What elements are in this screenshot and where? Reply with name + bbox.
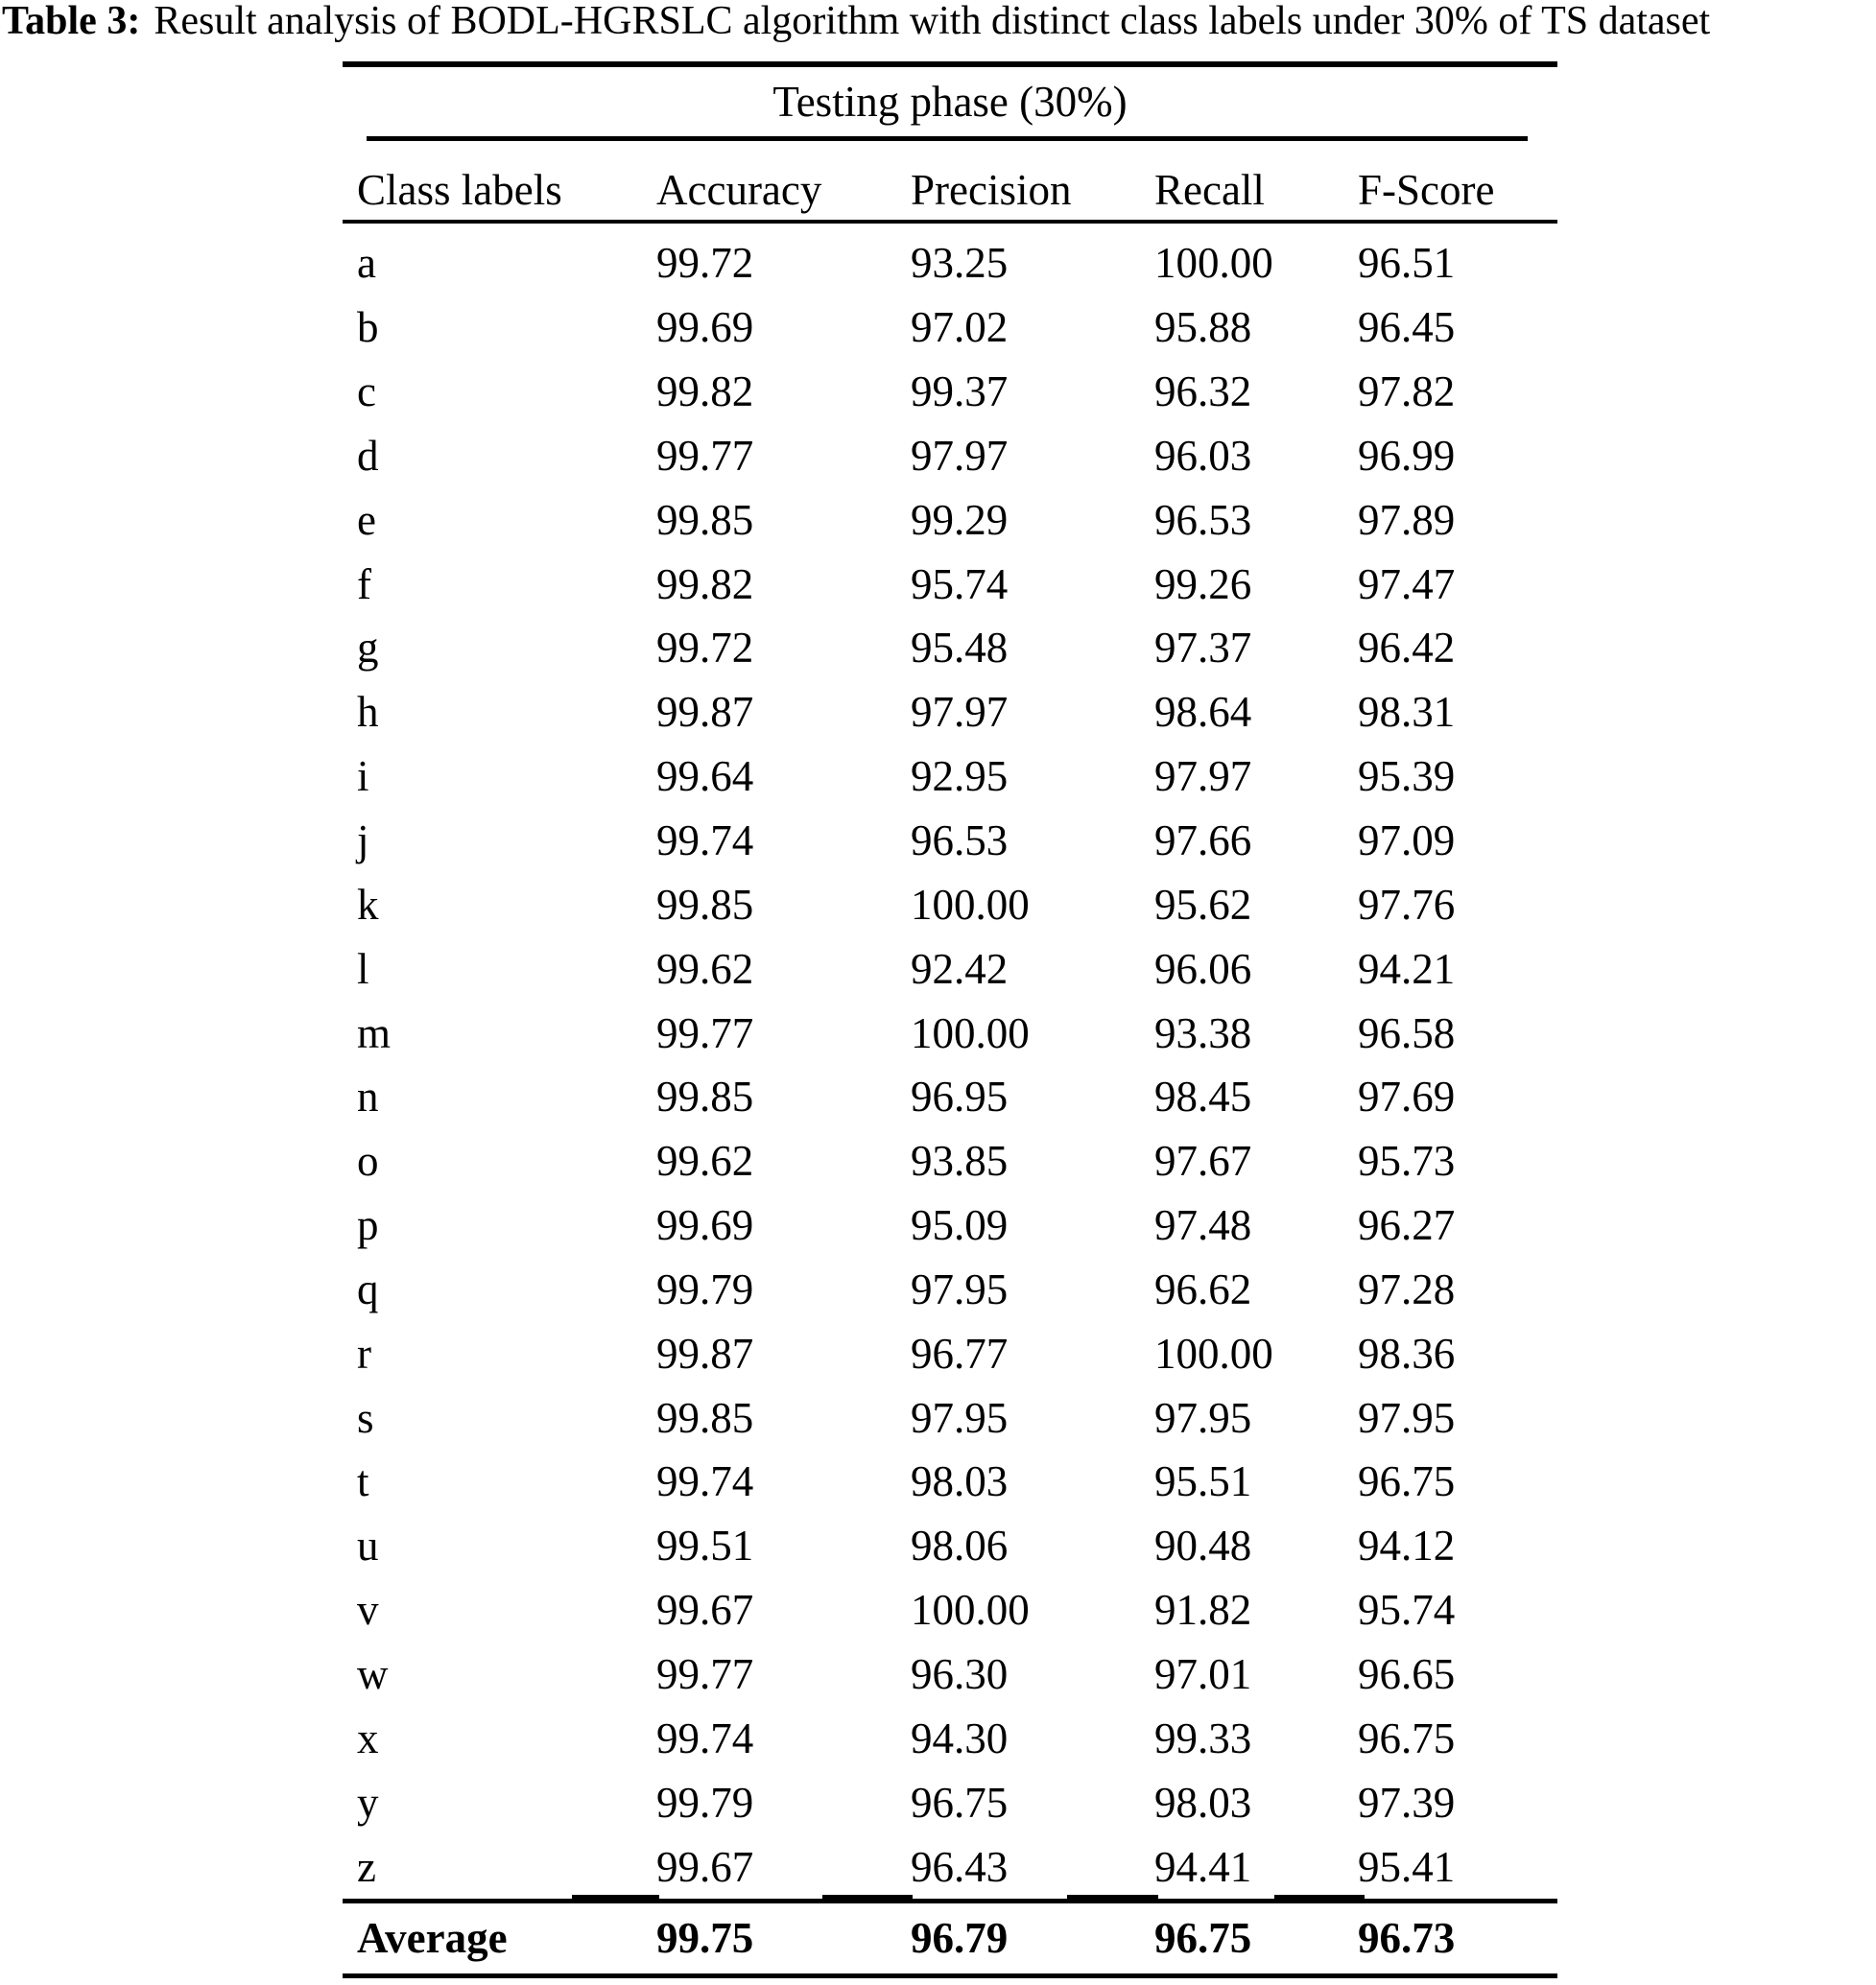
cell-precision: 96.30 <box>911 1649 1009 1698</box>
cell-recall: 95.51 <box>1154 1457 1252 1506</box>
cell-precision: 99.37 <box>911 367 1009 416</box>
cell-f-score: 96.45 <box>1358 303 1456 352</box>
cell-recall: 96.03 <box>1154 431 1252 480</box>
table-row <box>343 1065 1557 1129</box>
cell-precision: 96.77 <box>911 1329 1009 1378</box>
cell-class-label: y <box>357 1778 379 1827</box>
cell-recall: 96.53 <box>1154 495 1252 544</box>
column-header-row <box>343 160 1557 220</box>
table-row <box>343 295 1557 360</box>
cell-f-score: 97.47 <box>1358 559 1456 608</box>
cell-class-label: c <box>357 367 376 416</box>
cell-class-label: w <box>357 1649 389 1698</box>
cell-accuracy: 99.85 <box>656 495 754 544</box>
table-row <box>343 1642 1557 1707</box>
cell-accuracy: 99.62 <box>656 944 754 993</box>
cell-class-label: v <box>357 1586 379 1635</box>
cell-f-score: 98.31 <box>1358 688 1456 737</box>
cell-class-label: z <box>357 1842 376 1891</box>
cell-recall: 95.88 <box>1154 303 1252 352</box>
cell-precision: 97.95 <box>911 1264 1009 1313</box>
cell-class-label: e <box>357 495 376 544</box>
rule-segment <box>1067 1895 1158 1900</box>
cell-precision: 95.74 <box>911 559 1009 608</box>
table-row <box>343 1321 1557 1385</box>
cell-accuracy: 99.69 <box>656 303 754 352</box>
cell-precision: 100.00 <box>911 880 1030 929</box>
table-row <box>343 1129 1557 1193</box>
cell-accuracy: 99.67 <box>656 1842 754 1891</box>
cell-accuracy: 99.72 <box>656 624 754 673</box>
cell-accuracy: 99.74 <box>656 1457 754 1506</box>
cell-class-label: r <box>357 1329 371 1378</box>
cell-precision: 97.97 <box>911 688 1009 737</box>
cell-class-label: s <box>357 1393 374 1442</box>
cell-class-label: d <box>357 431 379 480</box>
cell-recall: 97.97 <box>1154 752 1252 801</box>
cell-class-label: g <box>357 624 379 673</box>
cell-f-score: 97.95 <box>1358 1393 1456 1442</box>
cell-recall: 96.62 <box>1154 1264 1252 1313</box>
column-header-accuracy: Accuracy <box>656 166 822 214</box>
cell-accuracy: 99.74 <box>656 816 754 865</box>
cell-f-score: 96.65 <box>1358 1649 1456 1698</box>
cell-f-score: 98.36 <box>1358 1329 1456 1378</box>
cell-recall: 97.67 <box>1154 1137 1252 1186</box>
table-row <box>343 487 1557 552</box>
cell-accuracy: 99.77 <box>656 431 754 480</box>
table-row <box>343 1578 1557 1642</box>
cell-f-score: 97.09 <box>1358 816 1456 865</box>
cell-precision: 94.30 <box>911 1713 1009 1762</box>
cell-recall: 91.82 <box>1154 1586 1252 1635</box>
table-row <box>343 936 1557 1001</box>
rule-segment <box>572 1895 659 1900</box>
cell-recall: 95.62 <box>1154 880 1252 929</box>
cell-f-score: 97.39 <box>1358 1778 1456 1827</box>
cell-precision: 97.97 <box>911 431 1009 480</box>
cell-precision: 92.42 <box>911 944 1009 993</box>
caption-number: Table 3: <box>2 0 141 43</box>
cell-f-score: 96.75 <box>1358 1713 1456 1762</box>
cell-f-score: 97.82 <box>1358 367 1456 416</box>
rule-segment <box>822 1895 913 1900</box>
results-table <box>343 0 1557 1985</box>
cell-recall: 97.66 <box>1154 816 1252 865</box>
cell-f-score: 96.51 <box>1358 239 1456 288</box>
table-row <box>343 231 1557 295</box>
cell-recall: 98.45 <box>1154 1073 1252 1122</box>
table-row <box>343 1193 1557 1258</box>
cell-precision: 97.95 <box>911 1393 1009 1442</box>
cell-f-score: 95.74 <box>1358 1586 1456 1635</box>
cell-recall: 98.03 <box>1154 1778 1252 1827</box>
cell-recall: 93.38 <box>1154 1008 1252 1057</box>
table-row <box>343 1258 1557 1322</box>
cell-accuracy: 99.67 <box>656 1586 754 1635</box>
cell-accuracy: 99.85 <box>656 880 754 929</box>
cell-class-label: q <box>357 1264 379 1313</box>
cell-accuracy: 99.82 <box>656 367 754 416</box>
cell-f-score: 96.58 <box>1358 1008 1456 1057</box>
cell-f-score: 95.39 <box>1358 752 1456 801</box>
cell-average-recall: 96.75 <box>1154 1914 1252 1962</box>
cell-accuracy: 99.85 <box>656 1393 754 1442</box>
cell-f-score: 94.21 <box>1358 944 1456 993</box>
cell-accuracy: 99.74 <box>656 1713 754 1762</box>
table-row <box>343 1001 1557 1065</box>
cell-recall: 100.00 <box>1154 1329 1273 1378</box>
cell-precision: 96.53 <box>911 816 1009 865</box>
cell-f-score: 97.28 <box>1358 1264 1456 1313</box>
cell-accuracy: 99.64 <box>656 752 754 801</box>
cell-precision: 100.00 <box>911 1586 1030 1635</box>
cell-class-label: l <box>357 944 369 993</box>
average-row <box>343 1902 1557 1973</box>
cell-accuracy: 99.87 <box>656 688 754 737</box>
cell-accuracy: 99.77 <box>656 1649 754 1698</box>
cell-recall: 96.06 <box>1154 944 1252 993</box>
table-row <box>343 424 1557 488</box>
cell-precision: 95.09 <box>911 1201 1009 1250</box>
cell-f-score: 96.99 <box>1358 431 1456 480</box>
cell-accuracy: 99.77 <box>656 1008 754 1057</box>
column-header-f-score: F-Score <box>1358 166 1495 214</box>
rule-segment <box>1274 1895 1365 1900</box>
cell-recall: 97.48 <box>1154 1201 1252 1250</box>
cell-recall: 99.33 <box>1154 1713 1252 1762</box>
header-rule <box>343 220 1557 224</box>
cell-precision: 98.03 <box>911 1457 1009 1506</box>
cell-recall: 94.41 <box>1154 1842 1252 1891</box>
cell-class-label: h <box>357 688 379 737</box>
table-row <box>343 680 1557 744</box>
table-row <box>343 1450 1557 1514</box>
table-top-rule <box>343 61 1557 67</box>
cell-f-score: 96.42 <box>1358 624 1456 673</box>
table-row <box>343 360 1557 424</box>
column-header-class-labels: Class labels <box>357 166 562 214</box>
cell-accuracy: 99.62 <box>656 1137 754 1186</box>
cell-precision: 96.95 <box>911 1073 1009 1122</box>
cell-average-precision: 96.79 <box>911 1914 1009 1962</box>
cell-precision: 95.48 <box>911 624 1009 673</box>
table-row <box>343 1770 1557 1834</box>
cell-precision: 93.85 <box>911 1137 1009 1186</box>
cell-recall: 97.37 <box>1154 624 1252 673</box>
table-row <box>343 1514 1557 1578</box>
cell-class-label: n <box>357 1073 379 1122</box>
cell-precision: 99.29 <box>911 495 1009 544</box>
cell-precision: 93.25 <box>911 239 1009 288</box>
cell-accuracy: 99.82 <box>656 559 754 608</box>
cell-f-score: 96.27 <box>1358 1201 1456 1250</box>
table-row <box>343 552 1557 616</box>
cell-class-label: o <box>357 1137 379 1186</box>
cell-recall: 97.95 <box>1154 1393 1252 1442</box>
cell-f-score: 97.76 <box>1358 880 1456 929</box>
cell-f-score: 97.69 <box>1358 1073 1456 1122</box>
group-header-rule <box>367 136 1528 141</box>
cell-average-label: Average <box>357 1914 508 1962</box>
table-row <box>343 744 1557 809</box>
table-row <box>343 809 1557 873</box>
cell-class-label: i <box>357 752 369 801</box>
column-header-recall: Recall <box>1154 166 1265 214</box>
cell-accuracy: 99.69 <box>656 1201 754 1250</box>
column-header-precision: Precision <box>911 166 1072 214</box>
cell-average-f-score: 96.73 <box>1358 1914 1456 1962</box>
cell-f-score: 94.12 <box>1358 1522 1456 1571</box>
cell-accuracy: 99.79 <box>656 1264 754 1313</box>
cell-recall: 98.64 <box>1154 688 1252 737</box>
cell-f-score: 97.89 <box>1358 495 1456 544</box>
caption-text: Result analysis of BODL-HGRSLC algorithm with distinct class labels under 30% of TS dataset <box>154 0 1711 43</box>
cell-class-label: a <box>357 239 376 288</box>
table-row <box>343 1385 1557 1450</box>
table-row <box>343 1834 1557 1899</box>
cell-recall: 99.26 <box>1154 559 1252 608</box>
cell-class-label: u <box>357 1522 379 1571</box>
group-header-testing-phase: Testing phase (30%) <box>772 78 1128 126</box>
cell-precision: 96.43 <box>911 1842 1009 1891</box>
cell-accuracy: 99.87 <box>656 1329 754 1378</box>
cell-average-accuracy: 99.75 <box>656 1914 754 1962</box>
cell-precision: 92.95 <box>911 752 1009 801</box>
cell-recall: 96.32 <box>1154 367 1252 416</box>
cell-class-label: t <box>357 1457 369 1506</box>
cell-accuracy: 99.79 <box>656 1778 754 1827</box>
cell-f-score: 96.75 <box>1358 1457 1456 1506</box>
table-row <box>343 616 1557 680</box>
cell-accuracy: 99.85 <box>656 1073 754 1122</box>
table-body <box>343 231 1557 1899</box>
cell-f-score: 95.41 <box>1358 1842 1456 1891</box>
cell-class-label: m <box>357 1008 392 1057</box>
cell-class-label: p <box>357 1201 379 1250</box>
cell-f-score: 95.73 <box>1358 1137 1456 1186</box>
cell-accuracy: 99.72 <box>656 239 754 288</box>
cell-recall: 90.48 <box>1154 1522 1252 1571</box>
table-row <box>343 1706 1557 1770</box>
cell-class-label: b <box>357 303 379 352</box>
cell-class-label: j <box>357 816 369 865</box>
cell-precision: 97.02 <box>911 303 1009 352</box>
cell-class-label: f <box>357 559 371 608</box>
cell-recall: 97.01 <box>1154 1649 1252 1698</box>
cell-class-label: x <box>357 1713 379 1762</box>
cell-precision: 100.00 <box>911 1008 1030 1057</box>
cell-precision: 98.06 <box>911 1522 1009 1571</box>
cell-accuracy: 99.51 <box>656 1522 754 1571</box>
table-row <box>343 872 1557 936</box>
cell-class-label: k <box>357 880 379 929</box>
cell-precision: 96.75 <box>911 1778 1009 1827</box>
table-bottom-rule <box>343 1973 1557 1978</box>
cell-recall: 100.00 <box>1154 239 1273 288</box>
